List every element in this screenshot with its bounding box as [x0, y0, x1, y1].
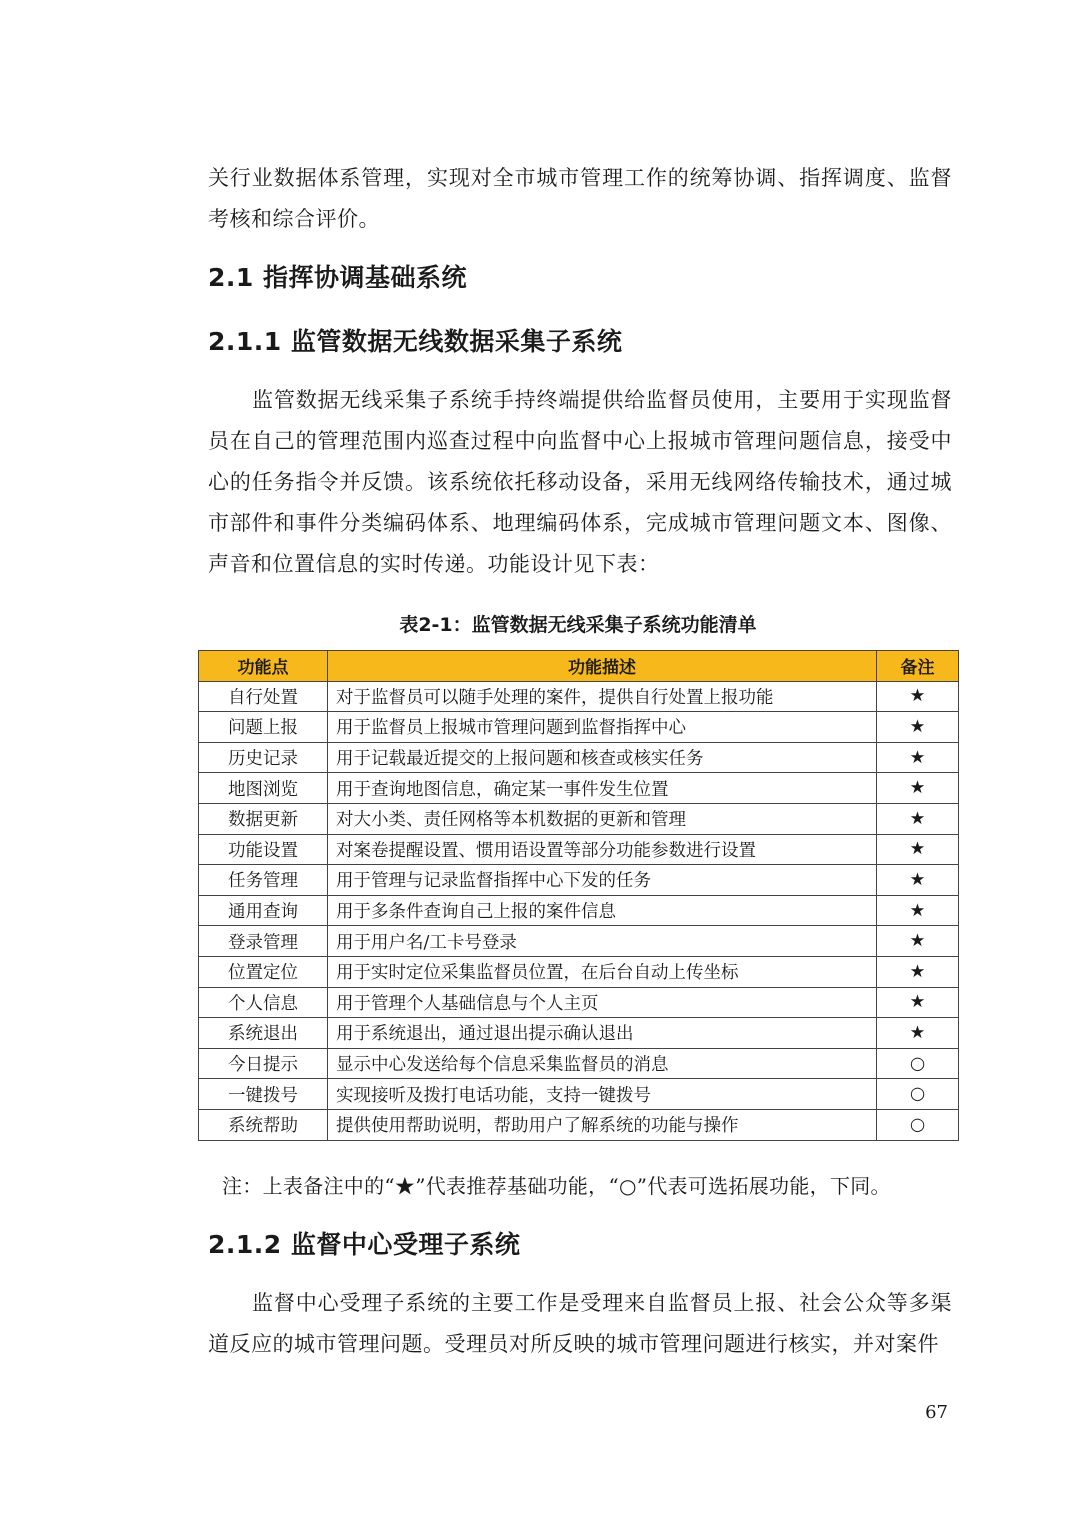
function-desc-cell: 对案卷提醒设置、惯用语设置等部分功能参数进行设置 — [328, 834, 877, 865]
header-function-point: 功能点 — [199, 651, 328, 682]
table-row — [199, 1048, 959, 1079]
function-name-cell: 历史记录 — [199, 742, 328, 773]
remark-cell: ★ — [877, 834, 959, 865]
table-row — [199, 1079, 959, 1110]
function-desc-cell: 用于用户名/工卡号登录 — [328, 926, 877, 957]
header-remark: 备注 — [877, 651, 959, 682]
table-row — [199, 956, 959, 987]
table-row — [199, 712, 959, 743]
table-footnote: 注：上表备注中的“★”代表推荐基础功能，“○”代表可选拓展功能，下同。 — [222, 1174, 891, 1198]
section-heading-2-1-2: 2.1.2 监督中心受理子系统 — [208, 1230, 521, 1259]
table-row — [199, 681, 959, 712]
function-desc-cell: 用于系统退出，通过退出提示确认退出 — [328, 1018, 877, 1049]
remark-cell: ★ — [877, 926, 959, 957]
function-name-cell: 问题上报 — [199, 712, 328, 743]
function-desc-cell: 对大小类、责任网格等本机数据的更新和管理 — [328, 803, 877, 834]
function-name-cell: 数据更新 — [199, 803, 328, 834]
function-name-cell: 一键拨号 — [199, 1079, 328, 1110]
table-row — [199, 987, 959, 1018]
function-desc-cell: 显示中心发送给每个信息采集监督员的消息 — [328, 1048, 877, 1079]
section-heading-2-1: 2.1 指挥协调基础系统 — [208, 263, 467, 292]
remark-cell: ★ — [877, 987, 959, 1018]
function-desc-cell: 用于实时定位采集监督员位置，在后台自动上传坐标 — [328, 956, 877, 987]
function-desc-cell: 用于查询地图信息，确定某一事件发生位置 — [328, 773, 877, 804]
table-row — [199, 926, 959, 957]
function-name-cell: 自行处置 — [199, 681, 328, 712]
remark-cell: ★ — [877, 1018, 959, 1049]
page-number: 67 — [925, 1402, 948, 1423]
function-name-cell: 通用查询 — [199, 895, 328, 926]
remark-cell: ○ — [877, 1109, 959, 1140]
table-row — [199, 742, 959, 773]
remark-cell: ★ — [877, 712, 959, 743]
table-row — [199, 834, 959, 865]
section-heading-2-1-1: 2.1.1 监管数据无线数据采集子系统 — [208, 327, 623, 356]
function-desc-cell: 提供使用帮助说明，帮助用户了解系统的功能与操作 — [328, 1109, 877, 1140]
remark-cell: ○ — [877, 1048, 959, 1079]
remark-cell: ★ — [877, 803, 959, 834]
table-row — [199, 1109, 959, 1140]
table-row — [199, 773, 959, 804]
function-name-cell: 今日提示 — [199, 1048, 328, 1079]
function-name-cell: 功能设置 — [199, 834, 328, 865]
function-name-cell: 个人信息 — [199, 987, 328, 1018]
function-desc-cell: 用于管理个人基础信息与个人主页 — [328, 987, 877, 1018]
function-name-cell: 位置定位 — [199, 956, 328, 987]
function-name-cell: 系统帮助 — [199, 1109, 328, 1140]
table-row — [199, 1018, 959, 1049]
remark-cell: ★ — [877, 742, 959, 773]
table-row — [199, 865, 959, 896]
function-desc-cell: 实现接听及拨打电话功能，支持一键拨号 — [328, 1079, 877, 1110]
function-name-cell: 地图浏览 — [199, 773, 328, 804]
function-desc-cell: 用于记载最近提交的上报问题和核查或核实任务 — [328, 742, 877, 773]
function-desc-cell: 用于多条件查询自己上报的案件信息 — [328, 895, 877, 926]
function-desc-cell: 用于管理与记录监督指挥中心下发的任务 — [328, 865, 877, 896]
remark-cell: ★ — [877, 865, 959, 896]
table-caption: 表2-1：监管数据无线采集子系统功能清单 — [399, 614, 757, 636]
section-2-1-2-paragraph: 监督中心受理子系统的主要工作是受理来自监督员上报、社会公众等多渠道反应的城市管理问题。受理员对所反映的城市管理问题进行核实，并对案件 — [208, 1291, 952, 1356]
function-name-cell: 登录管理 — [199, 926, 328, 957]
table-row — [199, 895, 959, 926]
function-name-cell: 系统退出 — [199, 1018, 328, 1049]
function-name-cell: 任务管理 — [199, 865, 328, 896]
remark-cell: ★ — [877, 956, 959, 987]
intro-paragraph: 关行业数据体系管理，实现对全市城市管理工作的统筹协调、指挥调度、监督考核和综合评价。 — [208, 166, 952, 231]
remark-cell: ★ — [877, 681, 959, 712]
remark-cell: ○ — [877, 1079, 959, 1110]
header-function-description: 功能描述 — [328, 651, 877, 682]
table-row — [199, 803, 959, 834]
remark-cell: ★ — [877, 895, 959, 926]
function-desc-cell: 用于监督员上报城市管理问题到监督指挥中心 — [328, 712, 877, 743]
section-2-1-1-paragraph: 监管数据无线采集子系统手持终端提供给监督员使用，主要用于实现监督员在自己的管理范围内巡查过程中向监督中心上报城市管理问题信息，接受中心的任务指令并反馈。该系统依托移动设备，采用无线网络传输技术，通过城市部件和事件分类编码体系、地理编码体系，完成城市管理问题文本、图像、声音和位置信息的实时传递。功能设计见下表： — [208, 388, 952, 576]
function-table — [198, 650, 959, 1141]
remark-cell: ★ — [877, 773, 959, 804]
function-desc-cell: 对于监督员可以随手处理的案件，提供自行处置上报功能 — [328, 681, 877, 712]
table-header-row — [199, 651, 959, 682]
